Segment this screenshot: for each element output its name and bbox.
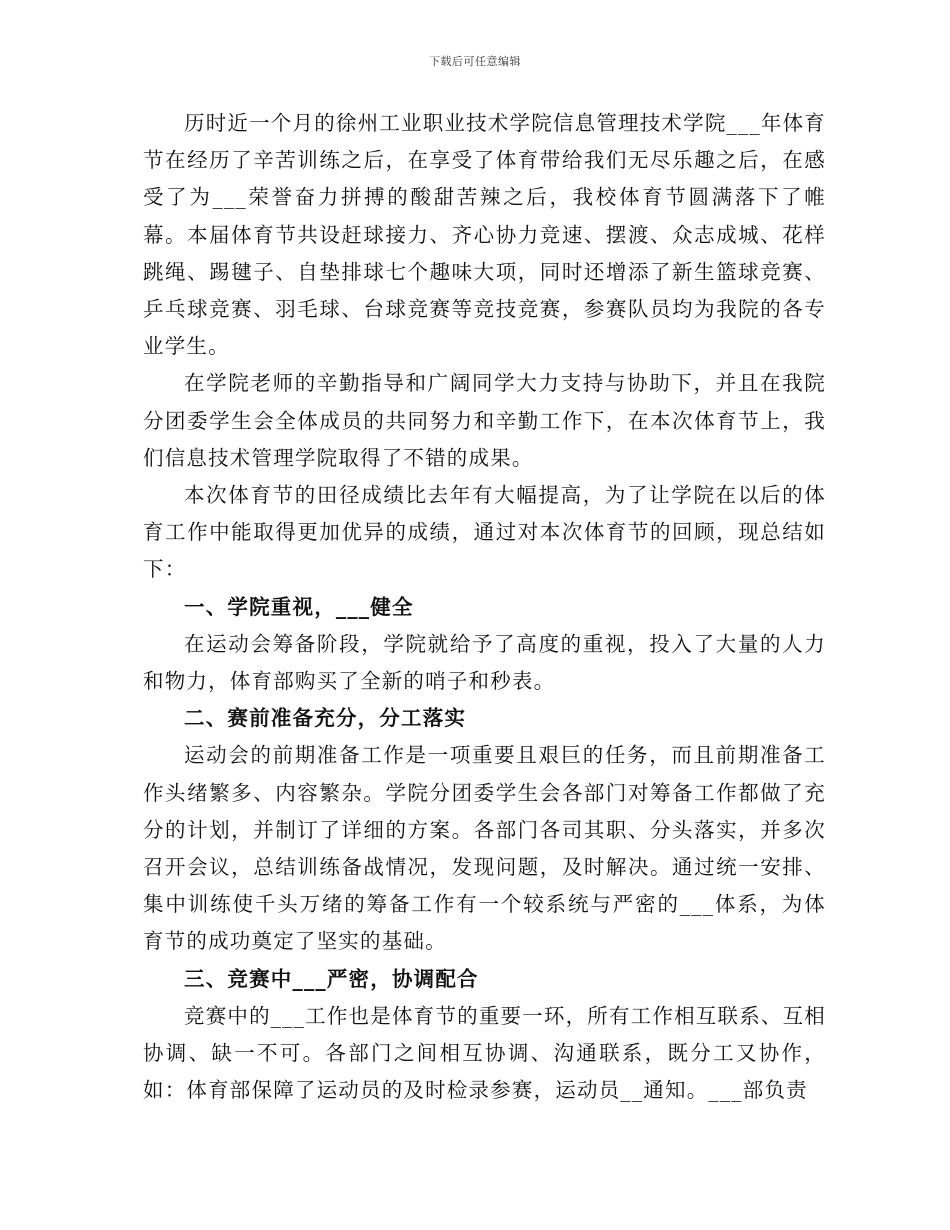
paragraph-intro: 历时近一个月的徐州工业职业技术学院信息管理技术学院___年体育节在经历了辛苦训练之后，在享受了体育带给我们无尽乐趣之后，在感受了为___荣誉奋力拼搏的酸甜苦辣之后，我校体育节圆满落下了帷幕。本届体育节共设赶球接力、齐心协力竞速、摆渡、众志成城、花样跳绳、踢毽子、自垫排球七个趣味大项，同时还增添了新生篮球竞赛、乒乓球竞赛、羽毛球、台球竞赛等竞技竞赛，参赛队员均为我院的各专业学生。 bbox=[143, 111, 826, 359]
page-header: 下载后可任意编辑 bbox=[429, 55, 521, 68]
section-heading-3: 三、竞赛中___严密，协调配合 bbox=[184, 966, 479, 991]
section-heading-2: 二、赛前准备充分，分工落实 bbox=[184, 706, 467, 731]
document-body bbox=[143, 105, 826, 1109]
section-heading-1: 一、学院重视，___健全 bbox=[184, 594, 414, 619]
paragraph-section-3: 竞赛中的___工作也是体育节的重要一环，所有工作相互联系、互相协调、缺一不可。各部门之间相互协调、沟通联系，既分工又协作，如：体育部保障了运动员的及时检录参赛，运动员__通知。___部负责 bbox=[143, 1003, 826, 1103]
paragraph-section-2: 运动会的前期准备工作是一项重要且艰巨的任务，而且前期准备工作头绪繁多、内容繁杂。学院分团委学生会各部门对筹备工作都做了充分的计划，并制订了详细的方案。各部门各司其职、分头落实，并多次召开会议，总结训练备战情况，发现问题，及时解决。通过统一安排、集中训练使千头万绪的筹备工作有一个较系统与严密的___体系，为体育节的成功奠定了坚实的基础。 bbox=[143, 743, 826, 954]
paragraph-summary-intro: 本次体育节的田径成绩比去年有大幅提高，为了让学院在以后的体育工作中能取得更加优异的成绩，通过对本次体育节的回顾，现总结如下： bbox=[143, 483, 826, 582]
paragraph-achievement: 在学院老师的辛勤指导和广阔同学大力支持与协助下，并且在我院分团委学生会全体成员的共同努力和辛勤工作下，在本次体育节上，我们信息技术管理学院取得了不错的成果。 bbox=[143, 371, 826, 470]
paragraph-section-1: 在运动会筹备阶段，学院就给予了高度的重视，投入了大量的人力和物力，体育部购买了全新的哨子和秒表。 bbox=[143, 631, 826, 694]
